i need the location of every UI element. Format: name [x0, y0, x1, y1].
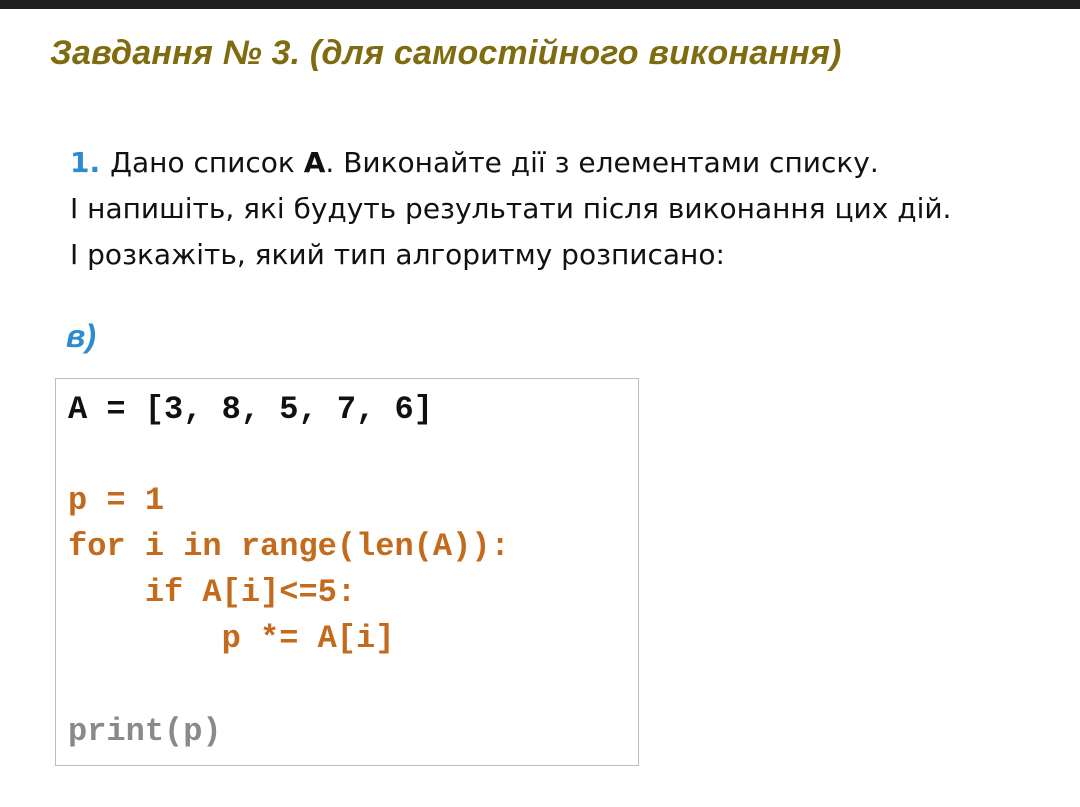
task-line-3: І розкажіть, який тип алгоритму розписано:: [70, 238, 725, 271]
task-line-2: І напишіть, які будуть результати після виконання цих дій.: [70, 192, 952, 225]
variant-label: в): [66, 318, 96, 354]
page-title: Завдання № 3. (для самостійного виконання): [50, 34, 842, 72]
code-line-6: print(p): [68, 713, 222, 750]
code-line-4: if A[i]<=5:: [68, 574, 357, 611]
code-line-1: A = [3, 8, 5, 7, 6]: [68, 391, 433, 428]
code-line-5: p *= A[i]: [68, 620, 395, 657]
task-line-1-pre: Дано список: [110, 146, 304, 179]
list-name: А: [303, 146, 326, 179]
top-bar: [0, 0, 1080, 9]
task-line-1-post: . Виконайте дії з елементами списку.: [325, 146, 879, 179]
task-number: 1.: [70, 146, 101, 179]
code-line-2: p = 1: [68, 482, 165, 519]
task-line-1: [70, 140, 951, 186]
code-line-3: for i in range(len(A)):: [68, 528, 510, 565]
task-text: [70, 140, 951, 278]
code-block: [55, 378, 639, 766]
